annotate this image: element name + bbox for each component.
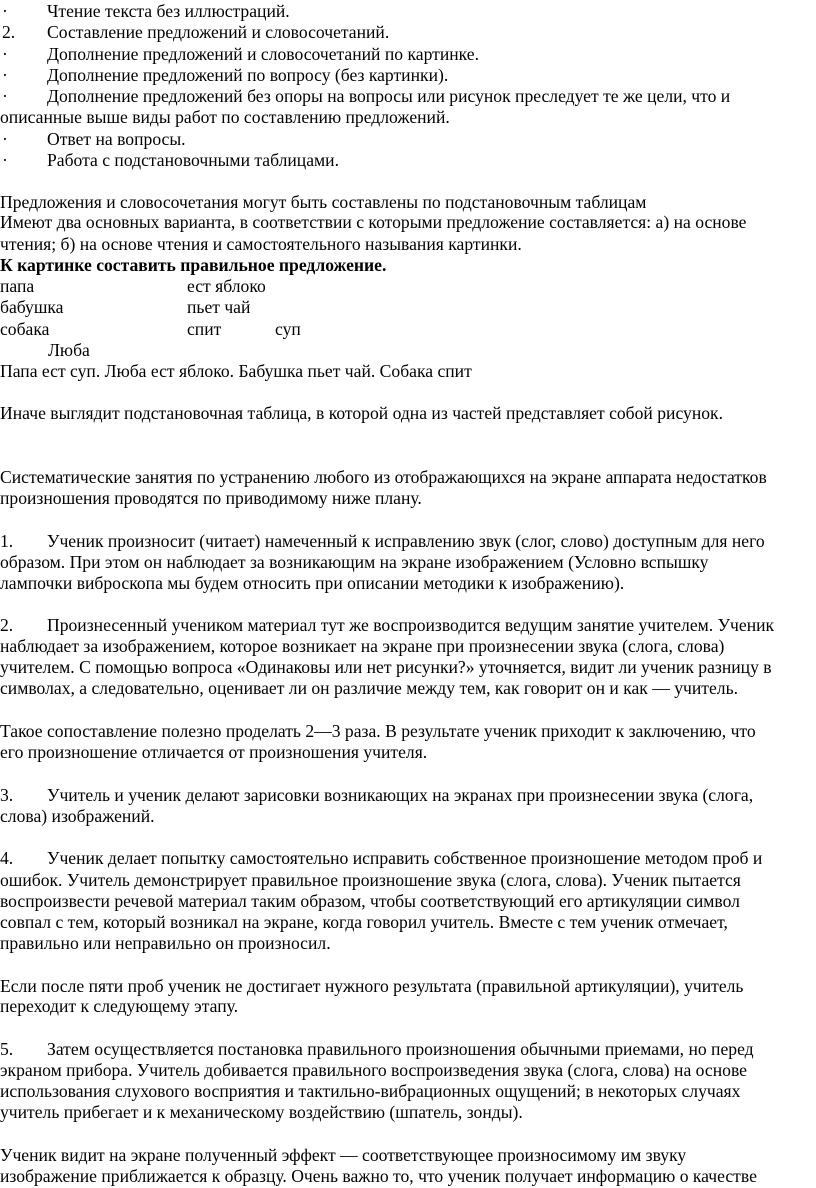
- text-line: чтения; б) на основе чтения и самостоятельного называния картинки.: [0, 234, 522, 255]
- text-line: Ученик видит на экране полученный эффект — соответствующее произносимому им звуку: [0, 1145, 687, 1166]
- text-line: правильно или неправильно он произносил.: [0, 932, 331, 953]
- list-item-text: Работа с подстановочными таблицами.: [47, 149, 339, 170]
- step-number: 4.: [0, 847, 14, 868]
- table-cell: папа: [0, 276, 35, 297]
- list-item-text: Дополнение предложений и словосочетаний по картинке.: [47, 43, 479, 64]
- text-line: экраном прибора. Учитель добивается правильного воспроизведения звука (слога, слова) на основе: [0, 1060, 747, 1081]
- list-marker: ·: [2, 43, 8, 64]
- text-line: Произнесенный учеником материал тут же воспроизводится ведущим занятие учителем. Ученик: [47, 615, 775, 636]
- list-marker: ·: [2, 149, 8, 170]
- text-line: воспроизвести речевой материал таким образом, чтобы соответствующий его артикуляции символ: [0, 890, 740, 911]
- step-number: 1.: [0, 530, 14, 551]
- table-cell: суп: [275, 319, 301, 340]
- text-line: Такое сопоставление полезно проделать 2—3 раза. В результате ученик приходит к заключению, что: [0, 721, 756, 742]
- task-heading: К картинке составить правильное предложение.: [0, 255, 387, 276]
- text-line: Затем осуществляется постановка правильного произношения обычными приемами, но перед: [47, 1039, 754, 1060]
- text-line: Если после пяти проб ученик не достигает нужного результата (правильной артикуляции), учитель: [0, 975, 744, 996]
- list-marker: ·: [2, 128, 8, 149]
- step-number: 5.: [0, 1039, 14, 1060]
- text-line: Учитель и ученик делают зарисовки возникающих на экранах при произнесении звука (слога,: [47, 784, 754, 805]
- list-marker: 2.: [2, 21, 16, 42]
- text-line: его произношение отличается от произношения учителя.: [0, 742, 428, 763]
- table-cell: Люба: [48, 340, 90, 361]
- text-line: слова) изображений.: [0, 805, 155, 826]
- step-number: 2.: [0, 615, 14, 636]
- table-cell: пьет чай: [187, 297, 251, 318]
- text-line: лампочки виброскопа мы будем относить при описании методики к изображению).: [0, 572, 625, 593]
- text-line: Предложения и словосочетания могут быть составлены по подстановочным таблицам: [0, 191, 647, 212]
- text-line: учителем. С помощью вопроса «Одинаковы или нет рисунки?» уточняется, видит ли ученик разницу в: [0, 657, 772, 678]
- list-marker: ·: [2, 64, 8, 85]
- text-line: Систематические занятия по устранению любого из отображающихся на экране аппарата недостатков: [0, 466, 767, 487]
- text-line: использования слухового восприятия и тактильно-вибрационных ощущений; в некоторых случаях: [0, 1081, 741, 1102]
- text-line: Имеют два основных варианта, в соответствии с которыми предложение составляется: а) на основе: [0, 212, 747, 233]
- table-cell: бабушка: [0, 297, 64, 318]
- list-item-text: Дополнение предложений без опоры на вопросы или рисунок преследует те же цели, что и: [47, 85, 731, 106]
- list-marker: ·: [2, 1, 8, 21]
- text-line: произношения проводятся по приводимому ниже плану.: [0, 487, 422, 508]
- step-number: 3.: [0, 784, 14, 805]
- list-item-text: Чтение текста без иллюстраций.: [47, 1, 290, 21]
- text-line: переходит к следующему этапу.: [0, 996, 239, 1017]
- text-line: учитель прибегает и к механическому воздействию (шпатель, зонды).: [0, 1102, 523, 1123]
- text-line: совпал с тем, который возникал на экране, когда говорил учитель. Вместе с тем ученик отмечает,: [0, 911, 728, 932]
- text-line: наблюдает за изображением, которое возникает на экране при произнесении звука (слога, слова): [0, 636, 725, 657]
- text-line: изображение приближается к образцу. Очень важно то, что ученик получает информацию о качестве: [0, 1166, 757, 1187]
- list-item-text: Ответ на вопросы.: [47, 128, 186, 149]
- table-cell: ест яблоко: [187, 276, 266, 297]
- list-item-continuation: описанные выше виды работ по составлению предложений.: [0, 106, 450, 127]
- list-item-text: Составление предложений и словосочетаний.: [47, 21, 390, 42]
- example-sentence: Папа ест суп. Люба ест яблоко. Бабушка пьет чай. Собака спит: [0, 361, 472, 382]
- table-cell: спит: [187, 319, 222, 340]
- paragraph-picture-table: Иначе выглядит подстановочная таблица, в которой одна из частей представляет собой рисунок.: [0, 403, 723, 423]
- text-line: символах, а следовательно, оценивает ли он различие между тем, как говорит он и как — учитель.: [0, 678, 738, 699]
- list-marker: ·: [2, 85, 8, 106]
- list-item-text: Дополнение предложений по вопросу (без картинки).: [47, 64, 449, 85]
- text-line: ошибок. Учитель демонстрирует правильное произношение звука (слога, слова). Ученик пытается: [0, 869, 741, 890]
- text-line: Ученик произносит (читает) намеченный к исправлению звук (слог, слово) доступным для него: [47, 530, 765, 551]
- table-cell: собака: [0, 319, 50, 340]
- text-line: образом. При этом он наблюдает за возникающим на экране изображением (Условно вспышку: [0, 551, 709, 572]
- text-line: Ученик делает попытку самостоятельно исправить собственное произношение методом проб и: [47, 847, 763, 868]
